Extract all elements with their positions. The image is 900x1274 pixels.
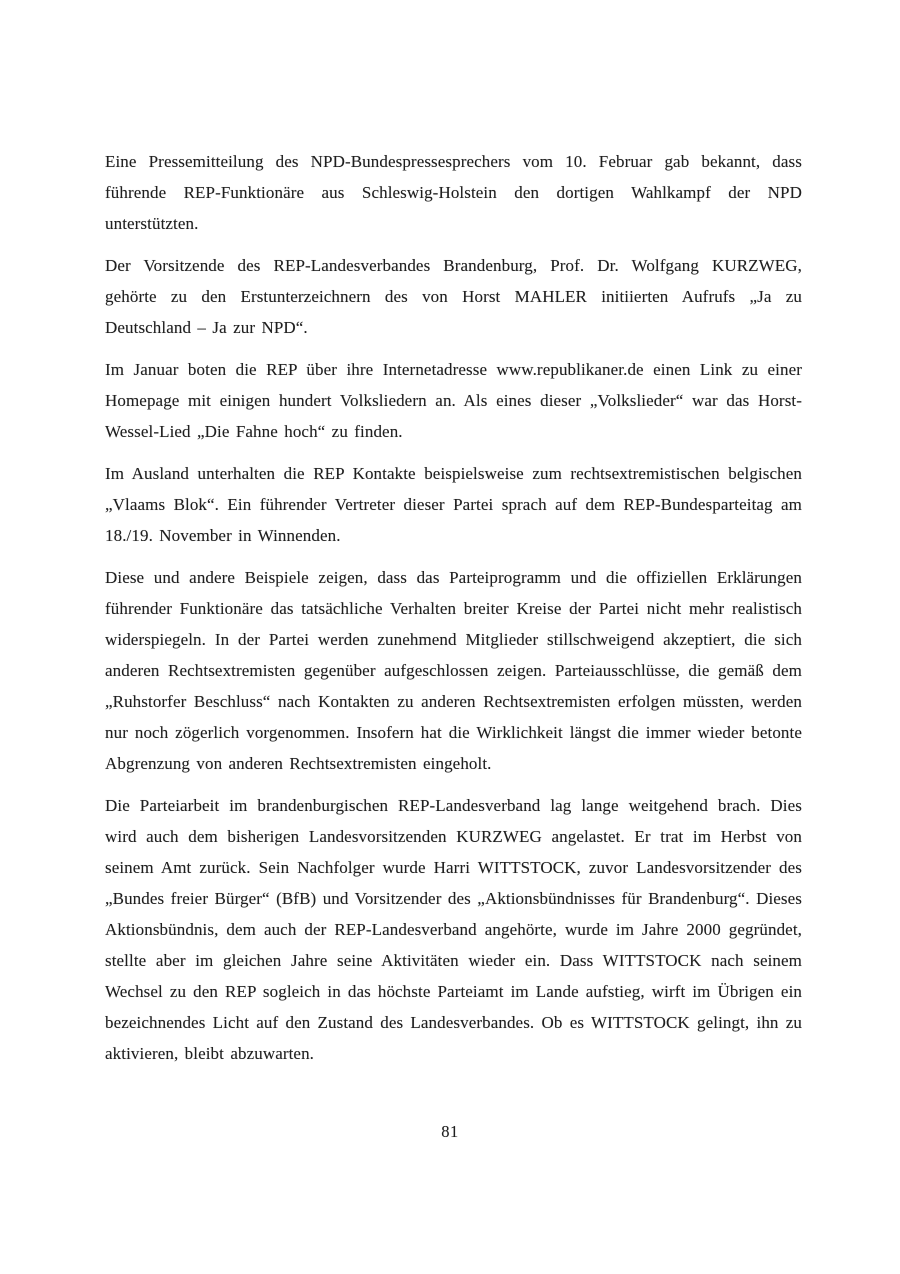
paragraph-internetadresse: Im Januar boten die REP über ihre Internetadresse www.republikaner.de einen Link zu einer Homepage mit einigen hundert Volksliedern an. Als eines dieser „Volkslieder“ war das Horst-Wessel-Lied „Die Fahne hoch“ zu finden. (105, 360, 802, 441)
paragraph-ausland-kontakte: Im Ausland unterhalten die REP Kontakte beispielsweise zum rechtsextremistischen belgischen „Vlaams Blok“. Ein führender Vertreter dieser Partei sprach auf dem REP-Bundesparteitag am 18./19. November in Winnenden. (105, 464, 802, 545)
paragraph-parteiarbeit-brandenburg: Die Parteiarbeit im brandenburgischen REP-Landesverband lag lange weitgehend brach. Dies wird auch dem bisherigen Landesvorsitzenden KURZWEG angelastet. Er trat im Herbst von seinem Amt zurück. Sein Nachfolger wurde Harri WITTSTOCK, zuvor Landesvorsitzender des „Bundes freier Bürger“ (BfB) und Vorsitzender des „Aktionsbündnisses für Brandenburg“. Dieses Aktionsbündnis, dem auch der REP-Landesverband angehörte, wurde im Jahre 2000 gegründet, stellte aber im gleichen Jahre seine Aktivitäten wieder ein. Dass WITTSTOCK nach seinem Wechsel zu den REP sogleich in das höchste Parteiamt im Lande aufstieg, wirft im Übrigen ein bezeichnendes Licht auf den Zustand des Landesverbandes. Ob es WITTSTOCK gelingt, ihn zu aktivieren, bleibt abzuwarten. (105, 796, 802, 1063)
paragraph-parteiprogramm: Diese und andere Beispiele zeigen, dass das Parteiprogramm und die offiziellen Erklärungen führender Funktionäre das tatsächliche Verhalten breiter Kreise der Partei nicht mehr realistisch widerspiegeln. In der Partei werden zunehmend Mitglieder stillschweigend akzeptiert, die sich anderen Rechtsextremisten gegenüber aufgeschlossen zeigen. Parteiausschlüsse, die gemäß dem „Ruhstorfer Beschluss“ nach Kontakten zu anderen Rechtsextremisten erfolgen müssten, werden nur noch zögerlich vorgenommen. Insofern hat die Wirklichkeit längst die immer wieder betonte Abgrenzung von anderen Rechtsextremisten eingeholt. (105, 568, 802, 773)
paragraph-pressemitteilung: Eine Pressemitteilung des NPD-Bundespressesprechers vom 10. Februar gab bekannt, dass führende REP-Funktionäre aus Schleswig-Holstein den dortigen Wahlkampf der NPD unterstützten. (105, 152, 802, 233)
page-body-text (105, 146, 802, 1080)
paragraph-vorsitzender-kurzweg: Der Vorsitzende des REP-Landesverbandes Brandenburg, Prof. Dr. Wolfgang KURZWEG, gehörte zu den Erstunterzeichnern des von Horst MAHLER initiierten Aufrufs „Ja zu Deutschland – Ja zur NPD“. (105, 256, 802, 337)
page-number: 81 (441, 1122, 459, 1141)
